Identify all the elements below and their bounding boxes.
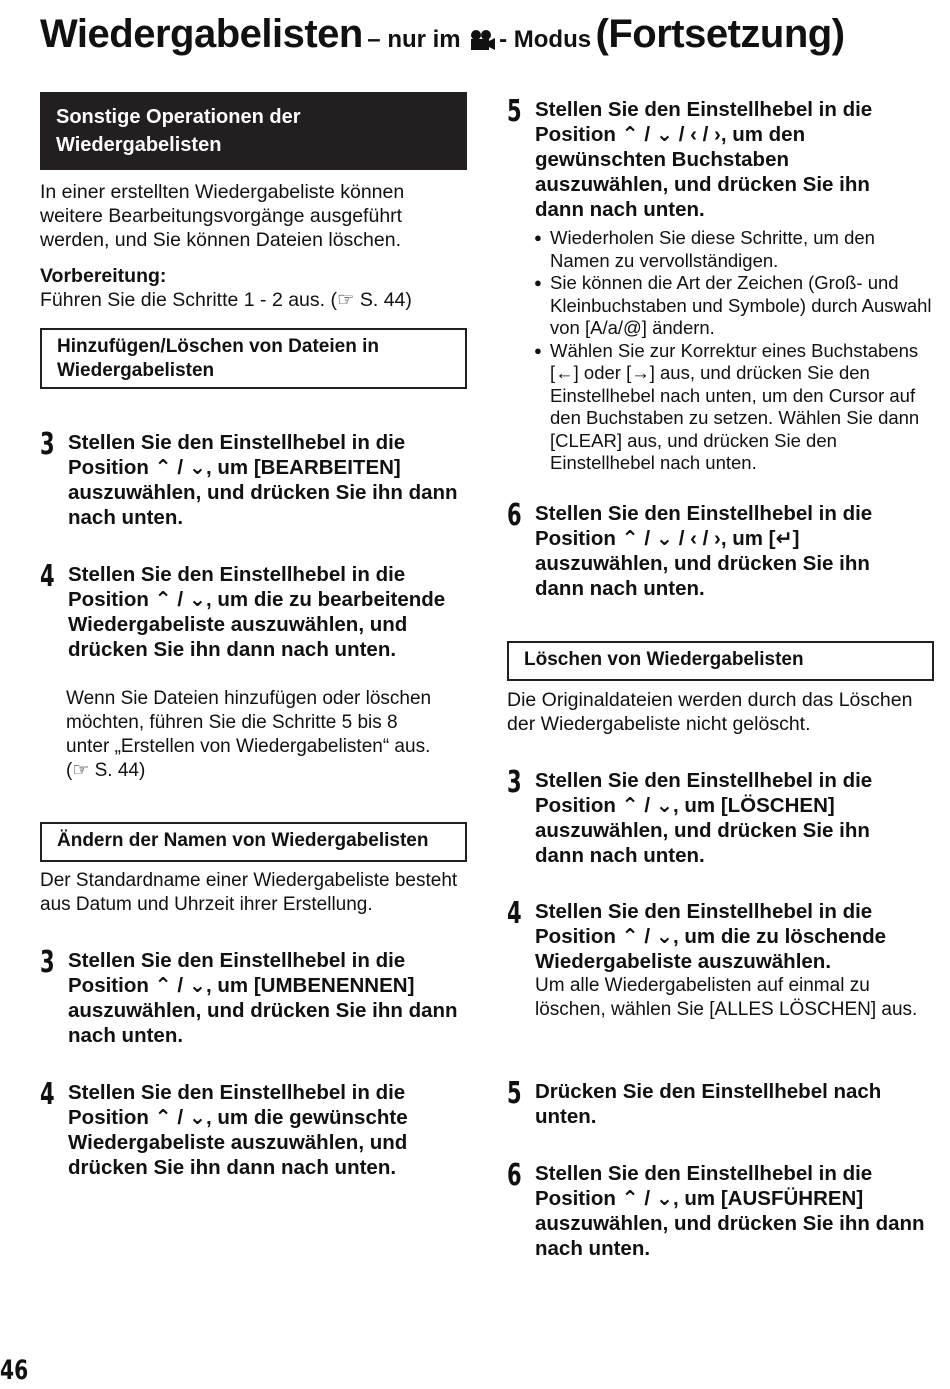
step-text: Stellen Sie den Einstellhebel in die Position ⌃ / ⌄, um [LÖSCHEN] auszuwählen, und drücken Sie ihn dann nach unten. — [535, 769, 873, 867]
box-header-rename: Ändern der Namen von Wiedergabelisten — [40, 822, 467, 862]
step-number: 4 — [40, 559, 55, 594]
step-text: Stellen Sie den Einstellhebel in die Position ⌃ / ⌄ / ‹ / ›, um [↵] auszuwählen, und drücken Sie ihn dann nach unten. — [535, 502, 873, 600]
bullet-item: ● Sie können die Art der Zeichen (Groß- und Kleinbuchstaben und Symbole) durch Auswahl von [A/a/@] ändern. — [534, 272, 934, 340]
rename-intro: Der Standardname einer Wiedergabeliste besteht aus Datum und Uhrzeit ihrer Erstellung. — [40, 870, 458, 915]
step-number: 3 — [40, 945, 55, 980]
step-number: 5 — [507, 1076, 522, 1111]
step-text: Stellen Sie den Einstellhebel in die Position ⌃ / ⌄, um die zu löschende Wiedergabeliste auszuwählen. — [535, 900, 887, 973]
step-number: 4 — [40, 1077, 55, 1112]
step-number: 3 — [507, 765, 522, 800]
step-number: 5 — [507, 94, 522, 129]
camera-icon — [469, 29, 495, 56]
section-header: Sonstige Operationen der Wiedergabelisten — [40, 92, 467, 170]
bullet-item: ● Wählen Sie zur Korrektur eines Buchstabens [←] oder [→] aus, und drücken Sie den Einstellhebel nach unten, um den Cursor auf den Buchstaben zu setzen. Wählen Sie dann [CLEAR] aus, und drücken Sie den Einstellhebel nach unten. — [534, 340, 934, 475]
step-text: Stellen Sie den Einstellhebel in die Position ⌃ / ⌄, um [BEARBEITEN] auszuwählen, und drücken Sie ihn dann nach unten. — [68, 431, 458, 529]
step-number: 3 — [40, 427, 55, 462]
step-text: Stellen Sie den Einstellhebel in die Position ⌃ / ⌄, um die gewünschte Wiedergabeliste auszuwählen, und drücken Sie ihn dann nach unten. — [68, 1081, 408, 1179]
step-number: 6 — [507, 498, 522, 533]
step-4-note: Wenn Sie Dateien hinzufügen oder löschen möchten, führen Sie die Schritte 5 bis 8 unter „Erstellen von Wiedergabelisten“ aus. (☞ S. 44) — [66, 688, 432, 781]
box-header-add-delete: Hinzufügen/Löschen von Dateien in Wiedergabelisten — [40, 328, 467, 389]
step-text: Drücken Sie den Einstellhebel nach unten. — [535, 1080, 882, 1128]
step-text: Stellen Sie den Einstellhebel in die Position ⌃ / ⌄, um [UMBENENNEN] auszuwählen, und drücken Sie ihn dann nach unten. — [68, 949, 458, 1047]
prep-label: Vorbereitung: — [40, 265, 167, 287]
intro-text: In einer erstellten Wiedergabeliste können weitere Bearbeitungsvorgänge ausgeführt werden, und Sie können Dateien löschen. — [40, 181, 405, 251]
step-text: Stellen Sie den Einstellhebel in die Position ⌃ / ⌄, um die zu bearbeitende Wiedergabeliste auszuwählen, und drücken Sie ihn dann nach unten. — [68, 563, 446, 661]
step-text: Stellen Sie den Einstellhebel in die Position ⌃ / ⌄ / ‹ / ›, um den gewünschten Buchstaben auszuwählen, und drücken Sie ihn dann nach unten. — [535, 98, 873, 221]
delete-intro: Die Originaldateien werden durch das Löschen der Wiedergabeliste nicht gelöscht. — [507, 689, 913, 735]
title-mode-prefix: – nur im — [367, 26, 461, 53]
step-number: 6 — [507, 1158, 522, 1193]
title-mode-suffix: - Modus — [499, 26, 592, 53]
prep-text: Führen Sie die Schritte 1 - 2 aus. (☞ S. 44) — [40, 289, 412, 311]
step-number: 4 — [507, 896, 522, 931]
title-continuation: (Fortsetzung) — [595, 12, 845, 56]
page-title — [40, 12, 845, 57]
step-text: Stellen Sie den Einstellhebel in die Position ⌃ / ⌄, um [AUSFÜHREN] auszuwählen, und drücken Sie ihn dann nach unten. — [535, 1162, 925, 1260]
step-4-delete-note: Um alle Wiedergabelisten auf einmal zu löschen, wählen Sie [ALLES LÖSCHEN] aus. — [535, 975, 918, 1020]
step-5-bullets — [534, 227, 934, 475]
title-main: Wiedergabelisten — [40, 12, 363, 56]
box-header-delete-list: Löschen von Wiedergabelisten — [507, 641, 934, 681]
page-number: 46 — [0, 1355, 29, 1386]
bullet-item: ● Wiederholen Sie diese Schritte, um den Namen zu vervollständigen. — [534, 227, 934, 272]
